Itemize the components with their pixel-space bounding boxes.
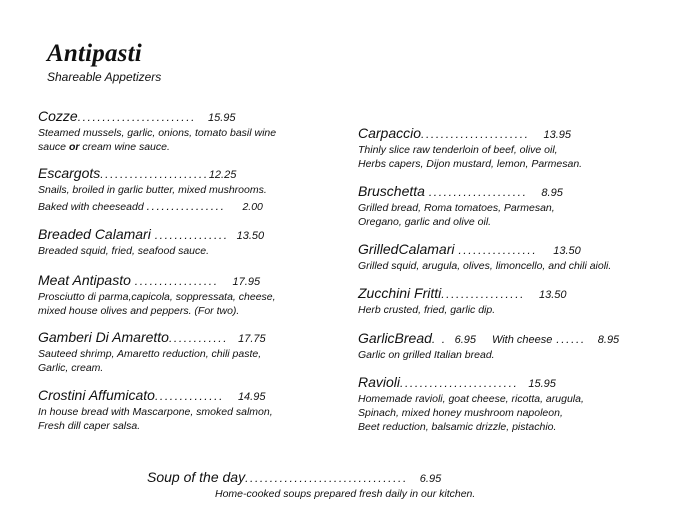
leader-dots: ............	[168, 331, 229, 345]
item-name-line	[38, 165, 267, 184]
desc-text: cream wine sauce.	[79, 140, 170, 153]
leader-dots: .................	[441, 287, 526, 301]
item-name-line	[147, 469, 441, 488]
leader-dots: ................	[458, 243, 538, 257]
addon-price: 2.00	[242, 200, 263, 213]
menu-item-grilledcalamari	[358, 241, 611, 274]
menu-item-breaded-calamari	[38, 226, 264, 259]
item-description: Thinly slice raw tenderloin of beef, olive oil,	[358, 144, 558, 156]
leader-dots: ..............	[154, 389, 225, 403]
item-description: Breaded squid, fried, seafood sauce.	[38, 245, 210, 257]
item-description: Fresh dill caper salsa.	[38, 419, 141, 432]
leader-dots: ....................	[428, 185, 528, 199]
item-description: mixed house olives and peppers. (For two).	[38, 304, 240, 317]
item-name-line	[38, 387, 273, 406]
item-price: 6.95	[454, 334, 477, 346]
item-price: 13.50	[539, 289, 567, 301]
item-description	[38, 141, 276, 155]
item-price: 13.50	[553, 245, 581, 257]
item-name: Cozze	[38, 108, 78, 124]
item-description: Garlic on grilled Italian bread.	[358, 349, 495, 361]
leader-dots: ......................	[421, 127, 530, 141]
item-name-line	[358, 241, 611, 260]
item-description: Garlic, cream.	[38, 361, 104, 374]
leader-dots: ......	[556, 332, 586, 346]
item-price: 15.95	[528, 378, 556, 390]
menu-item-crostini-affumicato	[38, 387, 273, 434]
menu-item-ravioli	[358, 374, 584, 434]
item-name: Breaded Calamari	[38, 226, 151, 242]
item-description: Grilled bread, Roma tomatoes, Parmesan,	[358, 202, 555, 214]
item-description: Sauteed shrimp, Amaretto reduction, chili paste,	[38, 348, 262, 360]
item-price: 13.95	[543, 129, 572, 141]
menu-item-escargots	[38, 165, 267, 215]
item-name: Zucchini Fritti	[358, 285, 442, 301]
item-description: Herb crusted, fried, garlic dip.	[358, 304, 496, 316]
item-price: 13.50	[236, 230, 265, 242]
item-price: 12.25	[208, 169, 237, 181]
item-name: Gamberi Di Amaretto	[38, 329, 169, 345]
leader-dots: ........................	[400, 376, 519, 390]
item-name: Carpaccio	[358, 125, 422, 141]
item-name-line	[358, 330, 619, 349]
leader-dots: ................	[146, 198, 226, 213]
item-name-line	[38, 329, 266, 348]
item-description: Prosciutto di parma,capicola, soppressata, cheese,	[38, 291, 276, 303]
item-name-line	[38, 108, 276, 127]
section-subtitle: Shareable Appetizers	[47, 70, 162, 84]
item-description: Home-cooked soups prepared fresh daily in our kitchen.	[215, 488, 476, 500]
item-description: Herbs capers, Dijon mustard, lemon, Parmesan.	[358, 157, 583, 170]
menu-item-garlicbread	[358, 330, 619, 363]
menu-item-soup-of-the-day	[147, 469, 476, 502]
addon-label: Baked with cheeseadd	[38, 200, 144, 213]
item-name: Escargots	[38, 165, 101, 181]
leader-dots: . .	[431, 332, 447, 346]
item-name: Soup of the day	[147, 469, 246, 485]
item-description: Spinach, mixed honey mushroom napoleon,	[358, 406, 563, 419]
desc-emphasis: or	[68, 140, 80, 153]
leader-dots: ........................	[77, 110, 197, 124]
leader-dots: .................	[134, 274, 219, 288]
menu-item-bruschetta	[358, 183, 563, 230]
item-description: In house bread with Mascarpone, smoked salmon,	[38, 406, 273, 418]
item-addon	[38, 200, 267, 215]
item-price: 17.75	[238, 333, 266, 345]
item-price: 15.95	[208, 112, 236, 124]
item-description: Oregano, garlic and olive oil.	[358, 215, 492, 228]
item-name-line	[358, 285, 567, 304]
item-name: GrilledCalamari	[358, 241, 455, 257]
item-price: 14.95	[237, 391, 266, 403]
item-name-line	[358, 374, 584, 393]
item-description: Steamed mussels, garlic, onions, tomato basil wine	[38, 127, 277, 139]
section-title: Antipasti	[47, 40, 142, 67]
item-name-line	[358, 183, 563, 202]
with-cheese-label: With cheese	[491, 334, 553, 346]
item-price: 8.95	[541, 187, 563, 199]
item-name: GarlicBread	[358, 330, 432, 346]
with-cheese-price: 8.95	[597, 334, 620, 346]
item-name: Crostini Affumicato	[38, 387, 155, 403]
item-name-line	[38, 272, 276, 291]
item-name: Bruschetta	[358, 183, 425, 199]
menu-item-meat-antipasto	[38, 272, 276, 319]
menu-item-carpaccio	[358, 125, 582, 172]
item-name-line	[358, 125, 582, 144]
item-price: 6.95	[419, 473, 442, 485]
item-name: Ravioli	[358, 374, 401, 390]
item-description: Homemade ravioli, goat cheese, ricotta, arugula,	[358, 393, 584, 405]
leader-dots: ......................	[100, 167, 209, 181]
leader-dots: ...............	[154, 228, 229, 242]
leader-dots: .................................	[245, 471, 408, 485]
item-description: Snails, broiled in garlic butter, mixed mushrooms.	[38, 184, 267, 196]
menu-item-zucchini-fritti	[358, 285, 567, 318]
menu-item-gamberi-di-amaretto	[38, 329, 266, 376]
item-price: 17.95	[232, 276, 261, 288]
desc-text: sauce	[38, 140, 69, 153]
item-name-line	[38, 226, 264, 245]
menu-item-cozze	[38, 108, 276, 155]
item-description: Beet reduction, balsamic drizzle, pistachio.	[358, 420, 557, 433]
item-description: Grilled squid, arugula, olives, limoncello, and chili aioli.	[358, 260, 612, 272]
item-name: Meat Antipasto	[38, 272, 131, 288]
